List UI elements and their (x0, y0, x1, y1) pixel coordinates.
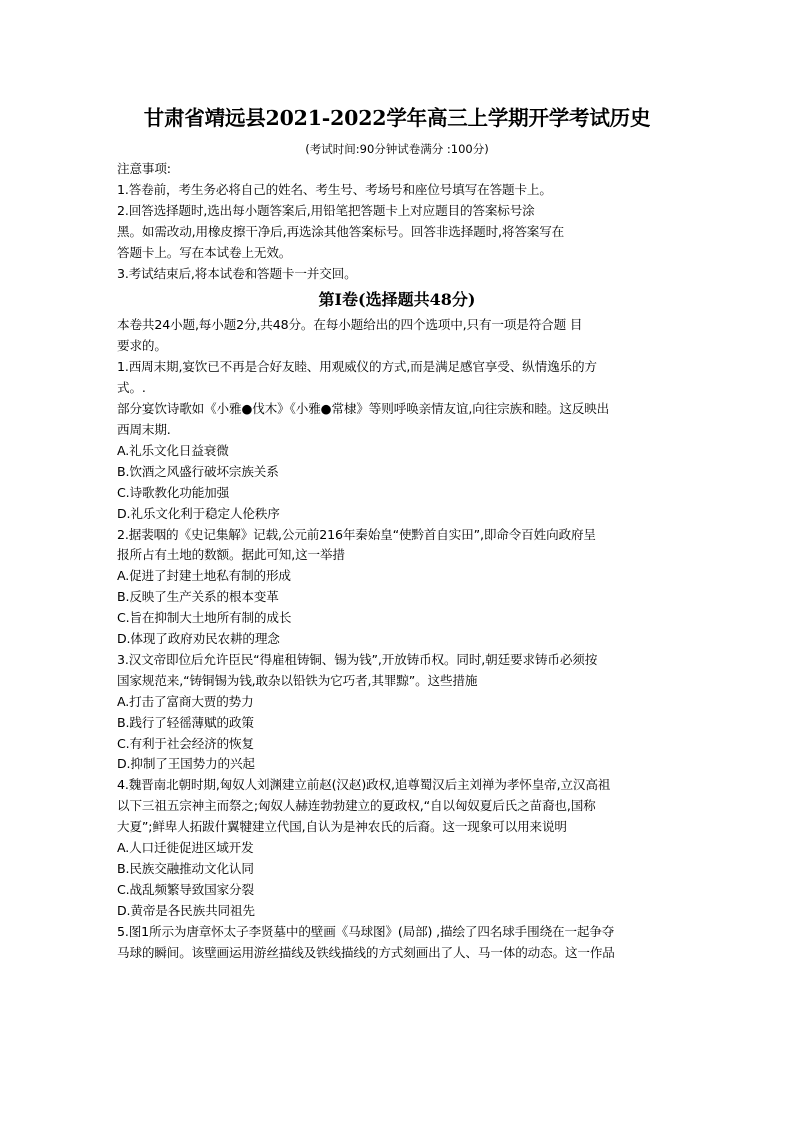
question-stem-line: 报所占有土地的数额。据此可知,这一举措 (117, 547, 345, 563)
question-5 (117, 922, 677, 964)
option-c: C.有利于社会经济的恢复 (117, 735, 254, 751)
option-b: B.民族交融推动文化认同 (117, 861, 254, 876)
section-intro (117, 315, 677, 357)
notice-heading: 注意事项: (117, 161, 171, 176)
option-b: B.反映了生产关系的根本变革 (117, 589, 279, 605)
question-stem-line: 1.西周末期,宴饮已不再是合好友睦、用观威仪的方式,而是满足感官享受、纵情逸乐的方 (117, 359, 597, 375)
exam-subtitle: (考试时间:90分钟试卷满分 :100分) (305, 142, 489, 156)
question-1 (117, 357, 677, 524)
option-c: C.诗歌教化功能加强 (117, 484, 230, 500)
notice-line: 1.答卷前，考生务必将自己的姓名、考生号、考场号和座位号填写在答题卡上。 (117, 181, 552, 197)
option-d: D.礼乐文化利于稳定人伦秩序 (117, 505, 280, 521)
section-title: 第Ⅰ卷(选择题共48分) (318, 290, 476, 310)
option-d: D.抑制了王国势力的兴起 (117, 756, 255, 772)
question-stem-line: 西周末期. (117, 421, 171, 437)
question-stem-line: 5.图1所示为唐章怀太子李贤墓中的壁画《马球图》(局部) ,描绘了四名球手围绕在一起争夺 (117, 923, 615, 939)
option-a: A.礼乐文化日益衰微 (117, 442, 229, 458)
intro-line: 要求的。 (117, 338, 167, 354)
question-stem-line: 4.魏晋南北朝时期,匈奴人刘渊建立前赵(汉赵)政权,追尊蜀汉后主刘禅为孝怀皇帝,立汉高祖 (117, 777, 611, 793)
question-stem-line: 2.据裴咽的《史记集解》记载,公元前216年秦始皇“使黔首自实田”,即命令百姓向政府呈 (117, 526, 596, 542)
notice-line: 3.考试结束后,将本试卷和答题卡一并交回。 (117, 265, 357, 281)
exam-title: 甘肃省靖远县2021-2022学年高三上学期开学考试历史 (143, 106, 651, 130)
option-d: D.体现了政府劝民农耕的理念 (117, 631, 280, 647)
option-a: A.打击了富商大贾的势力 (117, 693, 254, 709)
intro-line: 本卷共24小题,每小题2分,共48分。在每小题给出的四个选项中,只有一项是符合题 目 (117, 317, 583, 333)
question-stem-line: 马球的瞬间。该壁画运用游丝描线及铁线描线的方式刻画出了人、马一体的动态。这一作品 (117, 944, 615, 960)
exam-page (117, 98, 677, 964)
question-stem-line: 以下三祖五宗神主而祭之;匈奴人赫连勃勃建立的夏政权,“自以匈奴夏后氏之苗裔也,国称 (117, 798, 596, 814)
option-b: B.践行了轻徭薄赋的政策 (117, 714, 254, 730)
question-stem-line: 3.汉文帝即位后允许臣民“得雇租铸铜、锡为钱”,开放铸币权。同时,朝廷要求铸币必须按 (117, 651, 598, 667)
notice-line: 黑。如需改动,用橡皮擦干净后,再选涂其他答案标号。回答非选择题时,将答案写在 (117, 223, 565, 239)
question-stem-line: 式。. (117, 380, 146, 396)
notice-line: 答题卡上。写在本试卷上无效。 (117, 244, 292, 260)
option-c: C.战乱频繁导致国家分裂 (117, 881, 254, 897)
notice-block (117, 159, 677, 284)
question-2 (117, 525, 677, 650)
question-4 (117, 775, 677, 921)
notice-line: 2.回答选择题时,选出每小题答案后,用铅笔把答题卡上对应题目的答案标号涂 (117, 202, 535, 218)
question-stem-line: 大夏”;鲜卑人拓跋什翼犍建立代国,自认为是神农氏的后裔。这一现象可以用来说明 (117, 819, 567, 835)
option-a: A.促进了封建土地私有制的形成 (117, 568, 291, 584)
question-stem-line: 国家规范来,“铸铜锡为钱,敢杂以铅铁为它巧者,其罪黥”。这些措施 (117, 672, 478, 688)
option-b: B.饮酒之风盛行破坏宗族关系 (117, 463, 279, 479)
question-3 (117, 650, 677, 775)
question-stem-line: 部分宴饮诗歌如《小雅●伐木》《小雅●常棣》等则呼唤亲情友谊,向往宗族和睦。这反映出 (117, 401, 610, 417)
option-d: D.黄帝是各民族共同祖先 (117, 902, 255, 918)
option-c: C.旨在抑制大土地所有制的成长 (117, 610, 292, 626)
option-a: A.人口迁徙促进区域开发 (117, 840, 254, 856)
